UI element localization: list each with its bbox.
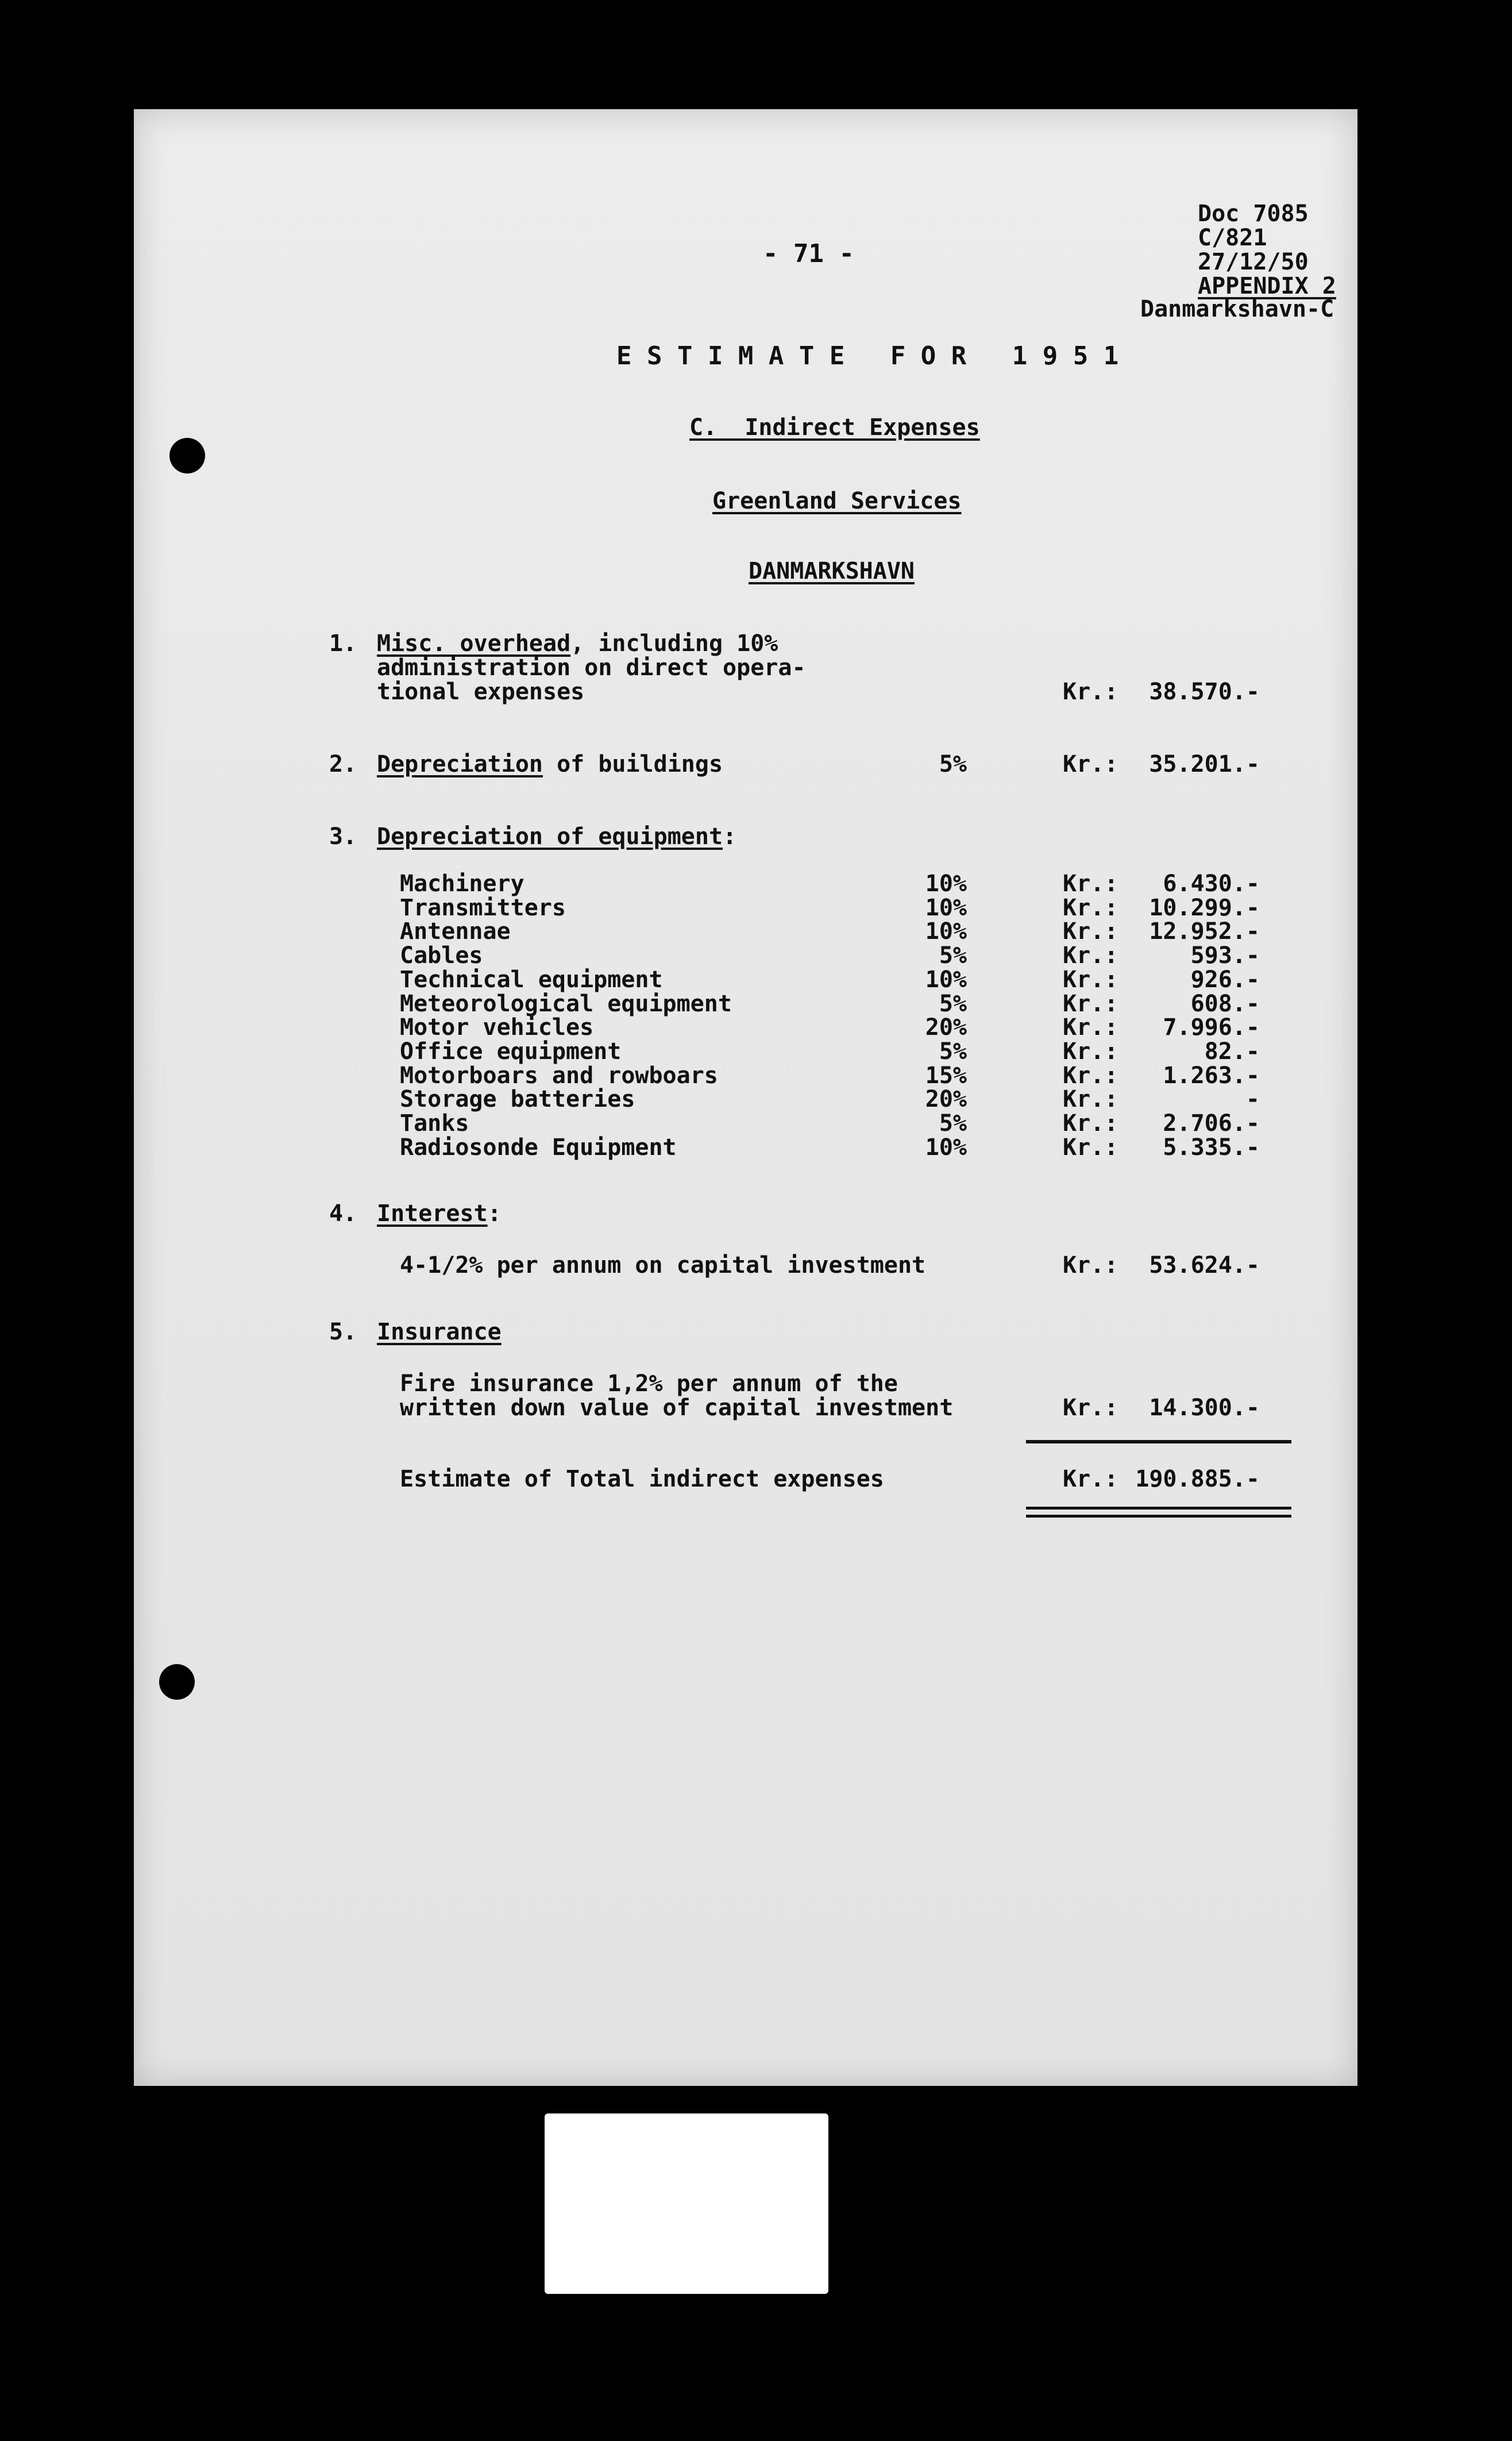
insurance-line-2: written down value of capital investment [400,1395,954,1421]
equipment-label: Storage batteries [400,1086,635,1112]
total-double-rule-bottom [1026,1515,1291,1518]
equipment-rate: 5% [939,991,967,1017]
dep-buildings-amount: 35.201.- [1149,751,1260,777]
doc-number: Doc 7085 [1198,201,1309,227]
currency-label: Kr.: [1063,751,1118,777]
currency-label: Kr.: [1063,918,1118,945]
interest-amount: 53.624.- [1149,1252,1260,1279]
currency-label: Kr.: [1063,1466,1118,1492]
equipment-label: Machinery [400,871,524,897]
document-title: E S T I M A T E F O R 1 9 5 1 [616,341,1119,371]
dep-buildings-rest: of buildings [542,751,723,777]
item-number: 5. [329,1319,357,1345]
currency-label: Kr.: [1063,1086,1118,1112]
equipment-label: Transmitters [400,895,566,921]
insurance-heading: Insurance [377,1319,502,1345]
equipment-amount: 6.430.- [1163,871,1260,897]
currency-label: Kr.: [1063,1038,1118,1065]
dep-buildings-rate: 5% [939,751,967,777]
label-tab [545,2113,828,2294]
currency-label: Kr.: [1063,1110,1118,1137]
colon: : [723,823,737,850]
equipment-amount: 12.952.- [1149,918,1260,945]
currency-label: Kr.: [1063,942,1118,969]
subtotal-rule [1026,1440,1291,1443]
equipment-amount: 10.299.- [1149,895,1260,921]
currency-label: Kr.: [1063,1134,1118,1161]
currency-label: Kr.: [1063,1252,1118,1279]
equipment-rate: 10% [925,895,967,921]
equipment-label: Motorboars and rowboars [400,1062,718,1089]
punch-hole [159,1664,195,1700]
currency-label: Kr.: [1063,1395,1118,1421]
colon: : [487,1200,502,1227]
misc-rest: , including 10% [570,630,778,657]
currency-label: Kr.: [1063,871,1118,897]
insurance-line-1: Fire insurance 1,2% per annum of the [400,1370,898,1397]
misc-line-2: administration on direct opera- [377,654,806,681]
section-heading: C. Indirect Expenses [689,414,980,441]
equipment-label: Motor vehicles [400,1014,594,1041]
equipment-label: Antennae [400,918,511,945]
dep-buildings-line [377,752,723,777]
item-number: 3. [329,823,357,850]
item-number: 2. [329,751,357,777]
interest-heading: Interest [377,1200,488,1227]
currency-label: Kr.: [1063,679,1118,705]
doc-date: 27/12/50 [1198,249,1309,275]
insurance-amount: 14.300.- [1149,1395,1260,1421]
equipment-rate: 10% [925,967,967,993]
misc-line-3: tional expenses [377,679,585,705]
currency-label: Kr.: [1063,991,1118,1017]
dep-equipment-heading: Depreciation of equipment [377,823,723,850]
equipment-rate: 5% [939,942,967,969]
misc-heading: Misc. overhead [377,630,571,657]
equipment-amount: 5.335.- [1163,1134,1260,1161]
equipment-label: Office equipment [400,1038,622,1065]
item-number: 4. [329,1200,357,1227]
equipment-label: Technical equipment [400,967,663,993]
equipment-label: Tanks [400,1110,469,1137]
equipment-rate: 20% [925,1014,967,1041]
equipment-amount: 2.706.- [1163,1110,1260,1137]
equipment-rate: 10% [925,871,967,897]
equipment-amount: 926.- [1190,967,1260,993]
equipment-rate: 20% [925,1086,967,1112]
equipment-rate: 5% [939,1110,967,1137]
equipment-rate: 15% [925,1062,967,1089]
equipment-rate: 10% [925,918,967,945]
subtitle: Greenland Services [712,488,962,514]
equipment-label: Radiosonde Equipment [400,1134,677,1161]
equipment-rate: 10% [925,1134,967,1161]
page-number: - 71 - [763,239,854,268]
interest-heading-line [377,1201,502,1226]
total-double-rule-top [1026,1507,1291,1510]
currency-label: Kr.: [1063,895,1118,921]
interest-text: 4-1/2% per annum on capital investment [400,1252,926,1279]
total-amount: 190.885.- [1135,1466,1260,1492]
item-number: 1. [329,630,357,657]
equipment-amount: 593.- [1190,942,1260,969]
equipment-amount: 82.- [1204,1038,1260,1065]
misc-amount: 38.570.- [1149,679,1260,705]
equipment-label: Cables [400,942,483,969]
doc-code: C/821 [1198,225,1267,251]
currency-label: Kr.: [1063,1014,1118,1041]
equipment-amount: 608.- [1190,991,1260,1017]
misc-line-1 [377,631,778,656]
punch-hole [169,438,205,473]
equipment-amount: 7.996.- [1163,1014,1260,1041]
equipment-rate: 5% [939,1038,967,1065]
station-name: DANMARKSHAVN [749,558,915,584]
appendix-label: APPENDIX 2 [1198,273,1336,299]
location-label: Danmarkshavn-C [1140,296,1334,322]
dep-buildings-heading: Depreciation [377,751,543,777]
currency-label: Kr.: [1063,1062,1118,1089]
total-label: Estimate of Total indirect expenses [400,1466,884,1492]
equipment-amount: 1.263.- [1163,1062,1260,1089]
dep-equipment-heading-line [377,824,736,849]
equipment-label: Meteorological equipment [400,991,732,1017]
equipment-amount: - [1245,1086,1260,1112]
currency-label: Kr.: [1063,967,1118,993]
document-page [134,109,1357,2086]
